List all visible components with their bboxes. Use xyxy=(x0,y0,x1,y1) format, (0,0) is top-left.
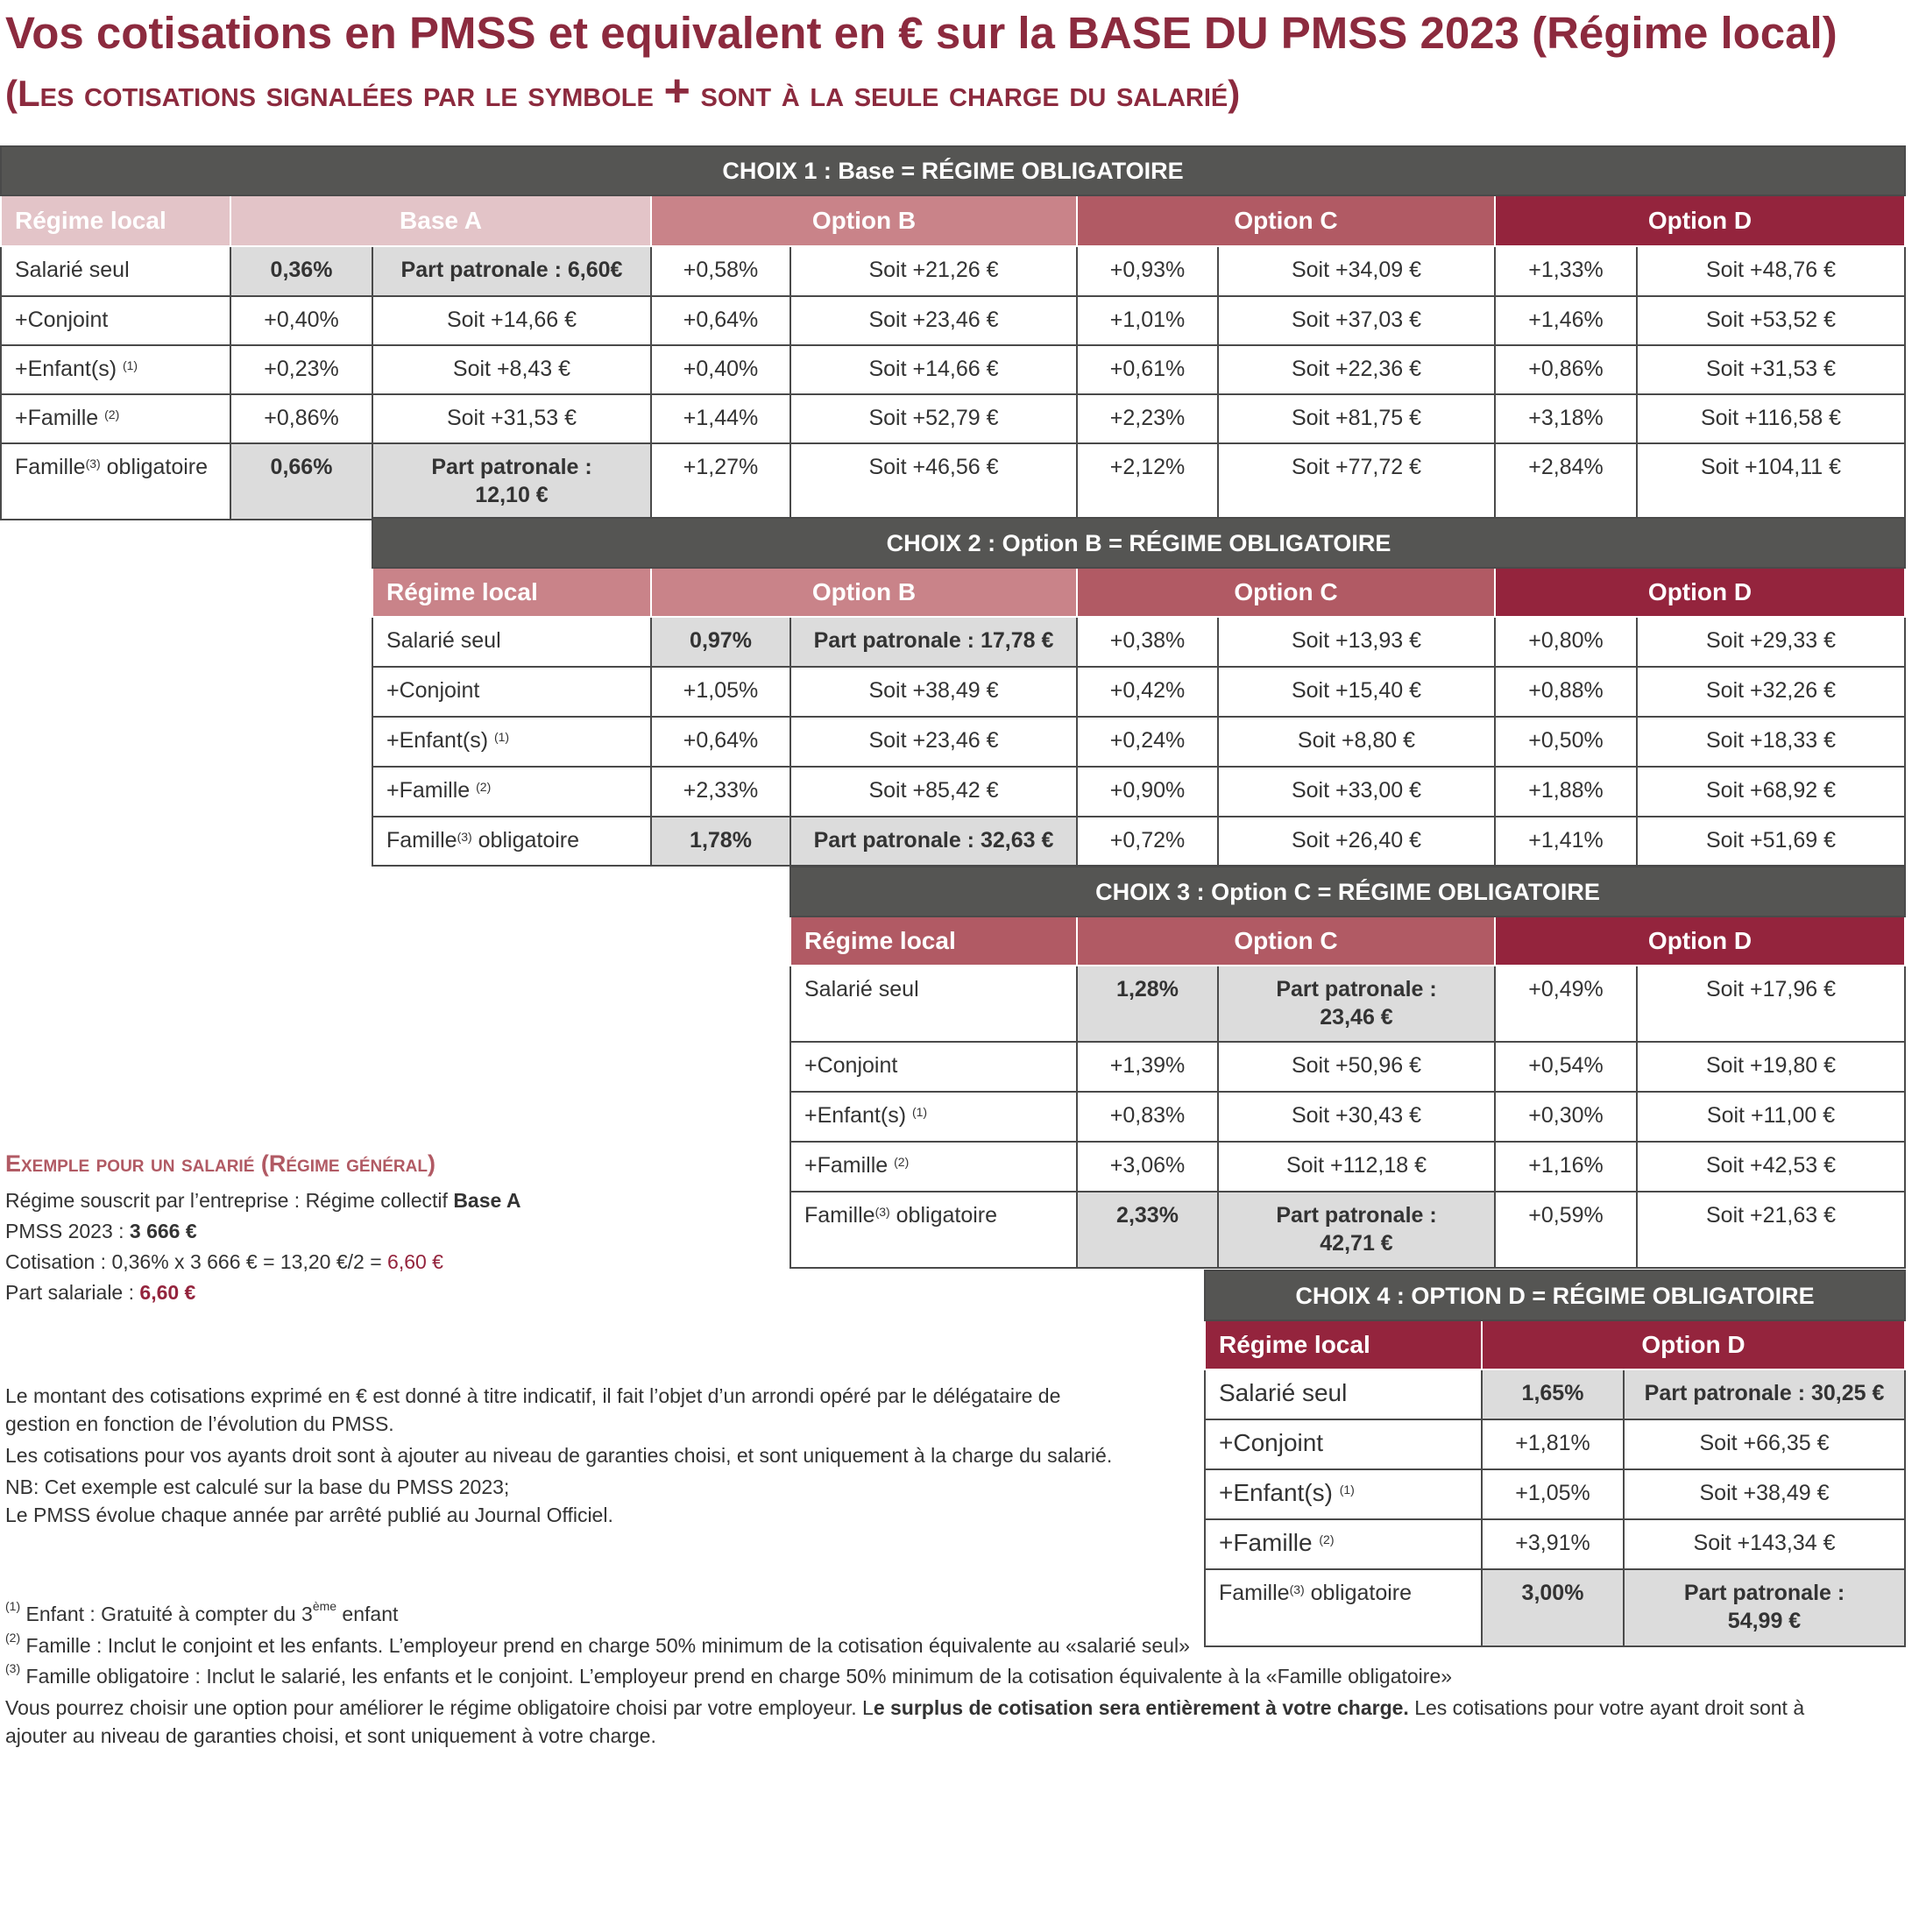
cell-value: +2,12% xyxy=(1077,443,1218,520)
table-row xyxy=(372,617,1905,667)
choix3-bar: CHOIX 3 : Option C = RÉGIME OBLIGATOIRE xyxy=(790,867,1905,916)
header-regime-local: Régime local xyxy=(1205,1320,1482,1369)
cell-value: +1,81% xyxy=(1482,1419,1624,1469)
example-line-part-salariale: Part salariale : 6,60 € xyxy=(5,1281,196,1304)
cell-value: +1,01% xyxy=(1077,296,1218,345)
footnote-3: $^{(3)}$ Famille obligatoire : Inclut le salarié, les enfants et le conjoint. L’employeur prend en charge 50% minimum de la cotisation équivalente à la «Famille obligatoire» xyxy=(5,1661,1453,1688)
cell-value: +0,40% xyxy=(230,296,372,345)
cell-value: Soit +143,34 € xyxy=(1624,1519,1905,1569)
row-label: +Conjoint xyxy=(372,667,651,717)
table-row xyxy=(1,296,1905,345)
table-row xyxy=(1205,1569,1905,1646)
cell-value: Soit +11,00 € xyxy=(1637,1092,1905,1142)
cell-value: +1,16% xyxy=(1495,1142,1637,1192)
header-option-d: Option D xyxy=(1495,568,1905,617)
table-row xyxy=(1205,1369,1905,1419)
cell-value: Soit +17,96 € xyxy=(1637,966,1905,1042)
cell-value: +1,27% xyxy=(651,443,790,520)
cell-value: 0,97% xyxy=(651,617,790,667)
cell-value: +1,44% xyxy=(651,394,790,443)
header-option-d: Option D xyxy=(1495,195,1905,246)
header-option-c: Option C xyxy=(1077,916,1495,966)
table-row xyxy=(1,246,1905,296)
cell-value: +1,88% xyxy=(1495,767,1637,817)
cell-value: +3,91% xyxy=(1482,1519,1624,1569)
cell-value: +0,23% xyxy=(230,345,372,394)
plus-symbol: + xyxy=(663,66,690,117)
cell-value: 3,00% xyxy=(1482,1569,1624,1646)
cell-value: Part patronale : 17,78 € xyxy=(790,617,1077,667)
cell-value: +2,23% xyxy=(1077,394,1218,443)
cell-value: +3,18% xyxy=(1495,394,1637,443)
table-row xyxy=(1,394,1905,443)
footnote-option-1: Vous pourrez choisir une option pour améliorer le régime obligatoire choisi par votre employeur. Le surplus de cotisation sera entièrement à votre charge. Les cotisations pour votre ayant droit sont à xyxy=(5,1696,1805,1719)
choix1-body xyxy=(1,246,1905,520)
cell-value: Soit +66,35 € xyxy=(1624,1419,1905,1469)
cell-value: Soit +8,43 € xyxy=(372,345,651,394)
table-row xyxy=(1205,1469,1905,1519)
row-label: +Famille $^{(2)}$ xyxy=(1205,1519,1482,1569)
row-label: Salarié seul xyxy=(1,246,230,296)
cell-value: Soit +33,00 € xyxy=(1218,767,1495,817)
row-label: +Conjoint xyxy=(1,296,230,345)
row-label: Famille$^{(3)}$ obligatoire xyxy=(790,1192,1077,1268)
row-label: Salarié seul xyxy=(790,966,1077,1042)
cell-value: +0,83% xyxy=(1077,1092,1218,1142)
cell-value: +1,33% xyxy=(1495,246,1637,296)
cell-value: Soit +30,43 € xyxy=(1218,1092,1495,1142)
cell-value: Soit +38,49 € xyxy=(1624,1469,1905,1519)
row-label: Salarié seul xyxy=(1205,1369,1482,1419)
footnote-option-2: ajouter au niveau de garanties choisi, et sont uniquement à votre charge. xyxy=(5,1724,656,1747)
cell-value: +0,93% xyxy=(1077,246,1218,296)
cell-value: Soit +38,49 € xyxy=(790,667,1077,717)
cell-value: Part patronale : 30,25 € xyxy=(1624,1369,1905,1419)
note-nb-2: Le PMSS évolue chaque année par arrêté publié au Journal Officiel. xyxy=(5,1504,613,1526)
header-regime-local: Régime local xyxy=(372,568,651,617)
cell-value: Soit +53,52 € xyxy=(1637,296,1905,345)
cell-value: +0,80% xyxy=(1495,617,1637,667)
cell-value: +0,61% xyxy=(1077,345,1218,394)
cell-value: Soit +112,18 € xyxy=(1218,1142,1495,1192)
header-regime-local: Régime local xyxy=(790,916,1077,966)
header-option-d: Option D xyxy=(1482,1320,1905,1369)
cell-value: +2,33% xyxy=(651,767,790,817)
cell-value: Soit +23,46 € xyxy=(790,296,1077,345)
cell-value: Soit +50,96 € xyxy=(1218,1042,1495,1092)
choix3-body xyxy=(790,966,1905,1268)
cell-value: +1,05% xyxy=(1482,1469,1624,1519)
row-label: +Famille $^{(2)}$ xyxy=(372,767,651,817)
cell-value: 0,36% xyxy=(230,246,372,296)
cell-value: +0,90% xyxy=(1077,767,1218,817)
choix2-body xyxy=(372,617,1905,866)
table-row xyxy=(790,1092,1905,1142)
cell-value: Part patronale : 23,46 € xyxy=(1218,966,1495,1042)
cell-value: Soit +116,58 € xyxy=(1637,394,1905,443)
cell-value: +0,24% xyxy=(1077,717,1218,767)
choix2-bar: CHOIX 2 : Option B = RÉGIME OBLIGATOIRE xyxy=(372,518,1905,568)
header-option-d: Option D xyxy=(1495,916,1905,966)
cell-value: +3,06% xyxy=(1077,1142,1218,1192)
header-option-b: Option B xyxy=(651,568,1077,617)
cell-value: Part patronale : 12,10 € xyxy=(372,443,651,520)
table-row xyxy=(790,1042,1905,1092)
cell-value: +0,40% xyxy=(651,345,790,394)
page-title: Vos cotisations en PMSS et equivalent en € sur la BASE DU PMSS 2023 (Régime local) xyxy=(5,8,1837,58)
cell-value: +0,64% xyxy=(651,717,790,767)
cell-value: 1,78% xyxy=(651,817,790,866)
cell-value: Part patronale : 42,71 € xyxy=(1218,1192,1495,1268)
cell-value: 2,33% xyxy=(1077,1192,1218,1268)
choix4-bar: CHOIX 4 : OPTION D = RÉGIME OBLIGATOIRE xyxy=(1205,1270,1905,1320)
cell-value: +1,41% xyxy=(1495,817,1637,866)
cell-value: Soit +85,42 € xyxy=(790,767,1077,817)
row-label: Famille$^{(3)}$ obligatoire xyxy=(1,443,230,520)
footnote-1: $^{(1)}$ Enfant : Gratuité à compter du 3ème enfant xyxy=(5,1599,399,1625)
table-row xyxy=(372,817,1905,866)
header-option-b: Option B xyxy=(651,195,1077,246)
row-label: +Famille $^{(2)}$ xyxy=(790,1142,1077,1192)
cell-value: Soit +104,11 € xyxy=(1637,443,1905,520)
table-row xyxy=(790,1192,1905,1268)
table-row xyxy=(1,443,1905,520)
cell-value: Soit +31,53 € xyxy=(372,394,651,443)
choix4-body xyxy=(1205,1369,1905,1646)
cell-value: +1,05% xyxy=(651,667,790,717)
table-row xyxy=(372,717,1905,767)
header-base-a: Base A xyxy=(230,195,651,246)
cell-value: Soit +37,03 € xyxy=(1218,296,1495,345)
cell-value: 0,66% xyxy=(230,443,372,520)
cell-value: +0,86% xyxy=(1495,345,1637,394)
cell-value: +0,49% xyxy=(1495,966,1637,1042)
row-label: Famille$^{(3)}$ obligatoire xyxy=(372,817,651,866)
table-row xyxy=(1205,1419,1905,1469)
cell-value: +0,42% xyxy=(1077,667,1218,717)
header-regime-local: Régime local xyxy=(1,195,230,246)
cell-value: Soit +81,75 € xyxy=(1218,394,1495,443)
cell-value: Soit +14,66 € xyxy=(790,345,1077,394)
cell-value: +1,39% xyxy=(1077,1042,1218,1092)
cell-value: Soit +26,40 € xyxy=(1218,817,1495,866)
table-row xyxy=(372,667,1905,717)
page-subtitle: (Les cotisations signalées par le symbole + sont à la seule charge du salarié) xyxy=(5,66,1241,117)
cell-value: Soit +77,72 € xyxy=(1218,443,1495,520)
cell-value: 1,65% xyxy=(1482,1369,1624,1419)
cell-value: Part patronale : 54,99 € xyxy=(1624,1569,1905,1646)
cell-value: Part patronale : 6,60€ xyxy=(372,246,651,296)
header-option-c: Option C xyxy=(1077,568,1495,617)
cell-value: +0,59% xyxy=(1495,1192,1637,1268)
cell-value: Soit +34,09 € xyxy=(1218,246,1495,296)
table-row xyxy=(1,345,1905,394)
choix3-table xyxy=(790,866,1906,1269)
cell-value: +2,84% xyxy=(1495,443,1637,520)
cell-value: +0,64% xyxy=(651,296,790,345)
cell-value: Soit +31,53 € xyxy=(1637,345,1905,394)
cell-value: Soit +68,92 € xyxy=(1637,767,1905,817)
example-line-cotisation: Cotisation : 0,36% x 3 666 € = 13,20 €/2 = 6,60 € xyxy=(5,1250,443,1273)
cell-value: Soit +42,53 € xyxy=(1637,1142,1905,1192)
cell-value: Soit +13,93 € xyxy=(1218,617,1495,667)
cell-value: +0,50% xyxy=(1495,717,1637,767)
cell-value: Soit +18,33 € xyxy=(1637,717,1905,767)
row-label: +Conjoint xyxy=(1205,1419,1482,1469)
note-ayants-droit: Les cotisations pour vos ayants droit sont à ajouter au niveau de garanties choisi, et sont uniquement à la charge du salarié. xyxy=(5,1444,1113,1467)
cell-value: Soit +21,63 € xyxy=(1637,1192,1905,1268)
cell-value: +0,58% xyxy=(651,246,790,296)
cell-value: Soit +15,40 € xyxy=(1218,667,1495,717)
table-row xyxy=(1205,1519,1905,1569)
row-label: +Conjoint xyxy=(790,1042,1077,1092)
cell-value: Soit +22,36 € xyxy=(1218,345,1495,394)
cell-value: +0,88% xyxy=(1495,667,1637,717)
cell-value: +1,46% xyxy=(1495,296,1637,345)
note-arrondi-2: gestion en fonction de l’évolution du PMSS. xyxy=(5,1412,394,1435)
example-line-pmss: PMSS 2023 : 3 666 € xyxy=(5,1220,197,1242)
note-arrondi-1: Le montant des cotisations exprimé en € est donné à titre indicatif, il fait l’objet d’un arrondi opéré par le délégataire de xyxy=(5,1384,1061,1407)
example-line-regime: Régime souscrit par l’entreprise : Régime collectif Base A xyxy=(5,1189,521,1212)
choix1-table xyxy=(0,145,1906,520)
cell-value: Soit +19,80 € xyxy=(1637,1042,1905,1092)
cell-value: Soit +51,69 € xyxy=(1637,817,1905,866)
cell-value: Soit +21,26 € xyxy=(790,246,1077,296)
choix1-bar: CHOIX 1 : Base = RÉGIME OBLIGATOIRE xyxy=(1,146,1905,195)
cell-value: Soit +14,66 € xyxy=(372,296,651,345)
cell-value: +0,72% xyxy=(1077,817,1218,866)
choix4-table xyxy=(1204,1270,1906,1647)
cell-value: +0,86% xyxy=(230,394,372,443)
cell-value: +0,54% xyxy=(1495,1042,1637,1092)
choix2-table xyxy=(372,517,1906,867)
cell-value: Soit +29,33 € xyxy=(1637,617,1905,667)
cell-value: 1,28% xyxy=(1077,966,1218,1042)
table-row xyxy=(790,1142,1905,1192)
cell-value: Soit +23,46 € xyxy=(790,717,1077,767)
footnote-2: $^{(2)}$ Famille : Inclut le conjoint et les enfants. L’employeur prend en charge 50% minimum de la cotisation équivalente au «salarié seul» xyxy=(5,1631,1190,1657)
cell-value: Soit +46,56 € xyxy=(790,443,1077,520)
row-label: +Enfant(s) $^{(1)}$ xyxy=(1205,1469,1482,1519)
table-row xyxy=(790,966,1905,1042)
cell-value: Soit +32,26 € xyxy=(1637,667,1905,717)
cell-value: Part patronale : 32,63 € xyxy=(790,817,1077,866)
row-label: +Enfant(s) $^{(1)}$ xyxy=(790,1092,1077,1142)
note-nb-1: NB: Cet exemple est calculé sur la base du PMSS 2023; xyxy=(5,1476,510,1498)
cell-value: Soit +8,80 € xyxy=(1218,717,1495,767)
row-label: Salarié seul xyxy=(372,617,651,667)
cell-value: Soit +52,79 € xyxy=(790,394,1077,443)
table-row xyxy=(372,767,1905,817)
row-label: +Enfant(s) $^{(1)}$ xyxy=(1,345,230,394)
cell-value: Soit +48,76 € xyxy=(1637,246,1905,296)
row-label: Famille$^{(3)}$ obligatoire xyxy=(1205,1569,1482,1646)
row-label: +Enfant(s) $^{(1)}$ xyxy=(372,717,651,767)
row-label: +Famille $^{(2)}$ xyxy=(1,394,230,443)
header-option-c: Option C xyxy=(1077,195,1495,246)
cell-value: +0,30% xyxy=(1495,1092,1637,1142)
cell-value: +0,38% xyxy=(1077,617,1218,667)
example-title: Exemple pour un salarié (Régime général) xyxy=(5,1150,435,1177)
